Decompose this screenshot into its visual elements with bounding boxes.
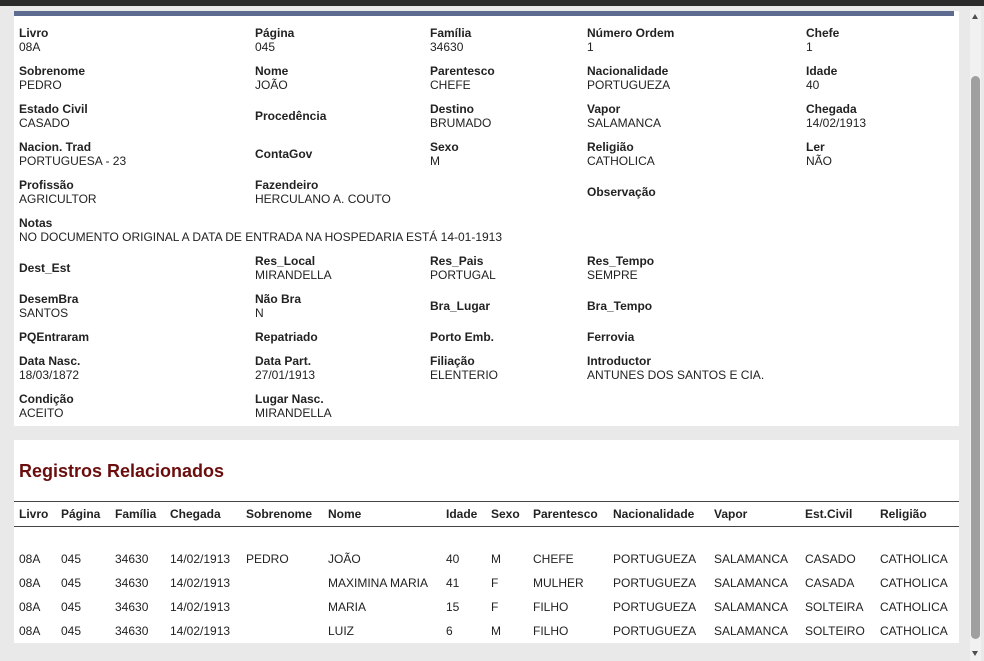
field-observacao: Observação — [587, 185, 656, 199]
field-ferrovia: Ferrovia — [587, 330, 635, 344]
field-data-nasc: Data Nasc. 18/03/1872 — [19, 354, 81, 382]
cell-est-civil: SOLTEIRO — [805, 624, 865, 638]
table-header-top-rule — [14, 501, 959, 502]
field-desembra: DesemBra SANTOS — [19, 292, 79, 320]
cell-pagina: 045 — [61, 624, 82, 638]
field-pqentraram: PQEntraram — [19, 330, 90, 344]
field-res-pais: Res_Pais PORTUGAL — [430, 254, 496, 282]
field-livro: Livro 08A — [19, 26, 49, 54]
cell-parentesco: MULHER — [533, 576, 584, 590]
field-nao-bra: Não Bra N — [255, 292, 302, 320]
col-header-familia[interactable]: Família — [115, 507, 157, 521]
col-header-idade[interactable]: Idade — [446, 507, 478, 521]
cell-livro: 08A — [19, 576, 41, 590]
scrollbar-thumb[interactable] — [971, 76, 980, 639]
cell-est-civil: CASADA — [805, 576, 855, 590]
cell-nacionalidade: PORTUGUEZA — [613, 576, 697, 590]
field-nacionalidade: Nacionalidade PORTUGUEZA — [587, 64, 671, 92]
cell-vapor: SALAMANCA — [714, 552, 789, 566]
field-res-tempo: Res_Tempo SEMPRE — [587, 254, 655, 282]
field-nome: Nome JOÃO — [255, 64, 289, 92]
col-header-nacionalidade[interactable]: Nacionalidade — [613, 507, 695, 521]
col-header-sobrenome[interactable]: Sobrenome — [246, 507, 313, 521]
field-res-local: Res_Local MIRANDELLA — [255, 254, 332, 282]
col-header-livro[interactable]: Livro — [19, 507, 49, 521]
field-procedencia: Procedência — [255, 109, 327, 123]
cell-familia: 34630 — [115, 600, 149, 614]
field-data-part: Data Part. 27/01/1913 — [255, 354, 316, 382]
cell-vapor: SALAMANCA — [714, 576, 789, 590]
field-pagina: Página 045 — [255, 26, 295, 54]
cell-nome[interactable]: LUIZ — [328, 624, 355, 638]
field-parentesco: Parentesco CHEFE — [430, 64, 495, 92]
cell-chegada: 14/02/1913 — [170, 624, 231, 638]
cell-parentesco: FILHO — [533, 600, 569, 614]
field-vapor: Vapor SALAMANCA — [587, 102, 662, 130]
cell-sexo: F — [491, 600, 499, 614]
field-nacion-trad: Nacion. Trad PORTUGUESA - 23 — [19, 140, 127, 168]
cell-idade: 40 — [446, 552, 460, 566]
field-numero-ordem: Número Ordem 1 — [587, 26, 675, 54]
field-destino: Destino BRUMADO — [430, 102, 492, 130]
field-dest-est: Dest_Est — [19, 261, 71, 275]
col-header-sexo[interactable]: Sexo — [491, 507, 520, 521]
field-repatriado: Repatriado — [255, 330, 318, 344]
cell-est-civil: CASADO — [805, 552, 856, 566]
related-records-title: Registros Relacionados — [19, 461, 225, 481]
cell-idade: 6 — [446, 624, 453, 638]
cell-sobrenome: PEDRO — [246, 552, 289, 566]
field-porto-emb: Porto Emb. — [430, 330, 495, 344]
col-header-religiao[interactable]: Religião — [880, 507, 927, 521]
field-fazendeiro: Fazendeiro HERCULANO A. COUTO — [255, 178, 391, 206]
vertical-scrollbar[interactable] — [970, 10, 981, 661]
cell-vapor: SALAMANCA — [714, 600, 789, 614]
cell-livro: 08A — [19, 600, 41, 614]
cell-familia: 34630 — [115, 576, 149, 590]
panel-header-rule — [14, 11, 954, 16]
cell-religiao: CATHOLICA — [880, 576, 948, 590]
field-familia: Família 34630 — [430, 26, 472, 54]
cell-nacionalidade: PORTUGUEZA — [613, 600, 697, 614]
col-header-chegada[interactable]: Chegada — [170, 507, 221, 521]
field-religiao: Religião CATHOLICA — [587, 140, 655, 168]
field-sexo: Sexo M — [430, 140, 459, 168]
cell-livro: 08A — [19, 552, 41, 566]
cell-pagina: 045 — [61, 576, 82, 590]
field-bra-tempo: Bra_Tempo — [587, 299, 653, 313]
field-contagov: ContaGov — [255, 147, 313, 161]
field-sobrenome: Sobrenome PEDRO — [19, 64, 86, 92]
cell-familia: 34630 — [115, 552, 149, 566]
field-condicao: Condição ACEITO — [19, 392, 74, 420]
cell-nacionalidade: PORTUGUEZA — [613, 624, 697, 638]
field-lugar-nasc: Lugar Nasc. MIRANDELLA — [255, 392, 332, 420]
field-idade: Idade 40 — [806, 64, 838, 92]
col-header-est-civil[interactable]: Est.Civil — [805, 507, 853, 521]
field-chefe: Chefe 1 — [806, 26, 840, 54]
cell-chegada: 14/02/1913 — [170, 600, 231, 614]
cell-sexo: M — [491, 552, 501, 566]
cell-livro: 08A — [19, 624, 41, 638]
cell-pagina: 045 — [61, 600, 82, 614]
col-header-parentesco[interactable]: Parentesco — [533, 507, 598, 521]
cell-vapor: SALAMANCA — [714, 624, 789, 638]
cell-familia: 34630 — [115, 624, 149, 638]
scroll-up-arrow-icon[interactable] — [970, 10, 981, 24]
cell-chegada: 14/02/1913 — [170, 576, 231, 590]
col-header-nome[interactable]: Nome — [328, 507, 362, 521]
field-filiacao: Filiação ELENTERIO — [430, 354, 499, 382]
cell-nacionalidade: PORTUGUEZA — [613, 552, 697, 566]
table-header-bottom-rule — [14, 526, 959, 527]
col-header-vapor[interactable]: Vapor — [714, 507, 748, 521]
field-bra-lugar: Bra_Lugar — [430, 299, 491, 313]
cell-parentesco: CHEFE — [533, 552, 574, 566]
field-ler: Ler NÃO — [806, 140, 833, 168]
field-notas: Notas NO DOCUMENTO ORIGINAL A DATA DE ENTRADA NA HOSPEDARIA ESTÁ 14-01-1913 — [19, 216, 503, 244]
cell-nome[interactable]: MAXIMINA MARIA — [328, 576, 429, 590]
cell-sexo: M — [491, 624, 501, 638]
cell-idade: 41 — [446, 576, 460, 590]
field-chegada: Chegada 14/02/1913 — [806, 102, 867, 130]
cell-chegada: 14/02/1913 — [170, 552, 231, 566]
cell-nome[interactable]: JOÃO — [328, 552, 361, 566]
cell-religiao: CATHOLICA — [880, 552, 948, 566]
cell-pagina: 045 — [61, 552, 82, 566]
field-introductor: Introductor ANTUNES DOS SANTOS E CIA. — [587, 354, 765, 382]
related-records-panel — [14, 440, 959, 643]
cell-religiao: CATHOLICA — [880, 600, 948, 614]
window-top-bar — [0, 0, 984, 6]
record-detail-panel — [14, 11, 959, 426]
cell-parentesco: FILHO — [533, 624, 569, 638]
scroll-down-arrow-icon[interactable] — [970, 647, 981, 661]
field-estado-civil: Estado Civil CASADO — [19, 102, 88, 130]
cell-nome[interactable]: MARIA — [328, 600, 367, 614]
field-profissao: Profissão AGRICULTOR — [19, 178, 97, 206]
cell-est-civil: SOLTEIRA — [805, 600, 864, 614]
col-header-pagina[interactable]: Página — [61, 507, 101, 521]
cell-sexo: F — [491, 576, 499, 590]
cell-religiao: CATHOLICA — [880, 624, 948, 638]
cell-idade: 15 — [446, 600, 460, 614]
